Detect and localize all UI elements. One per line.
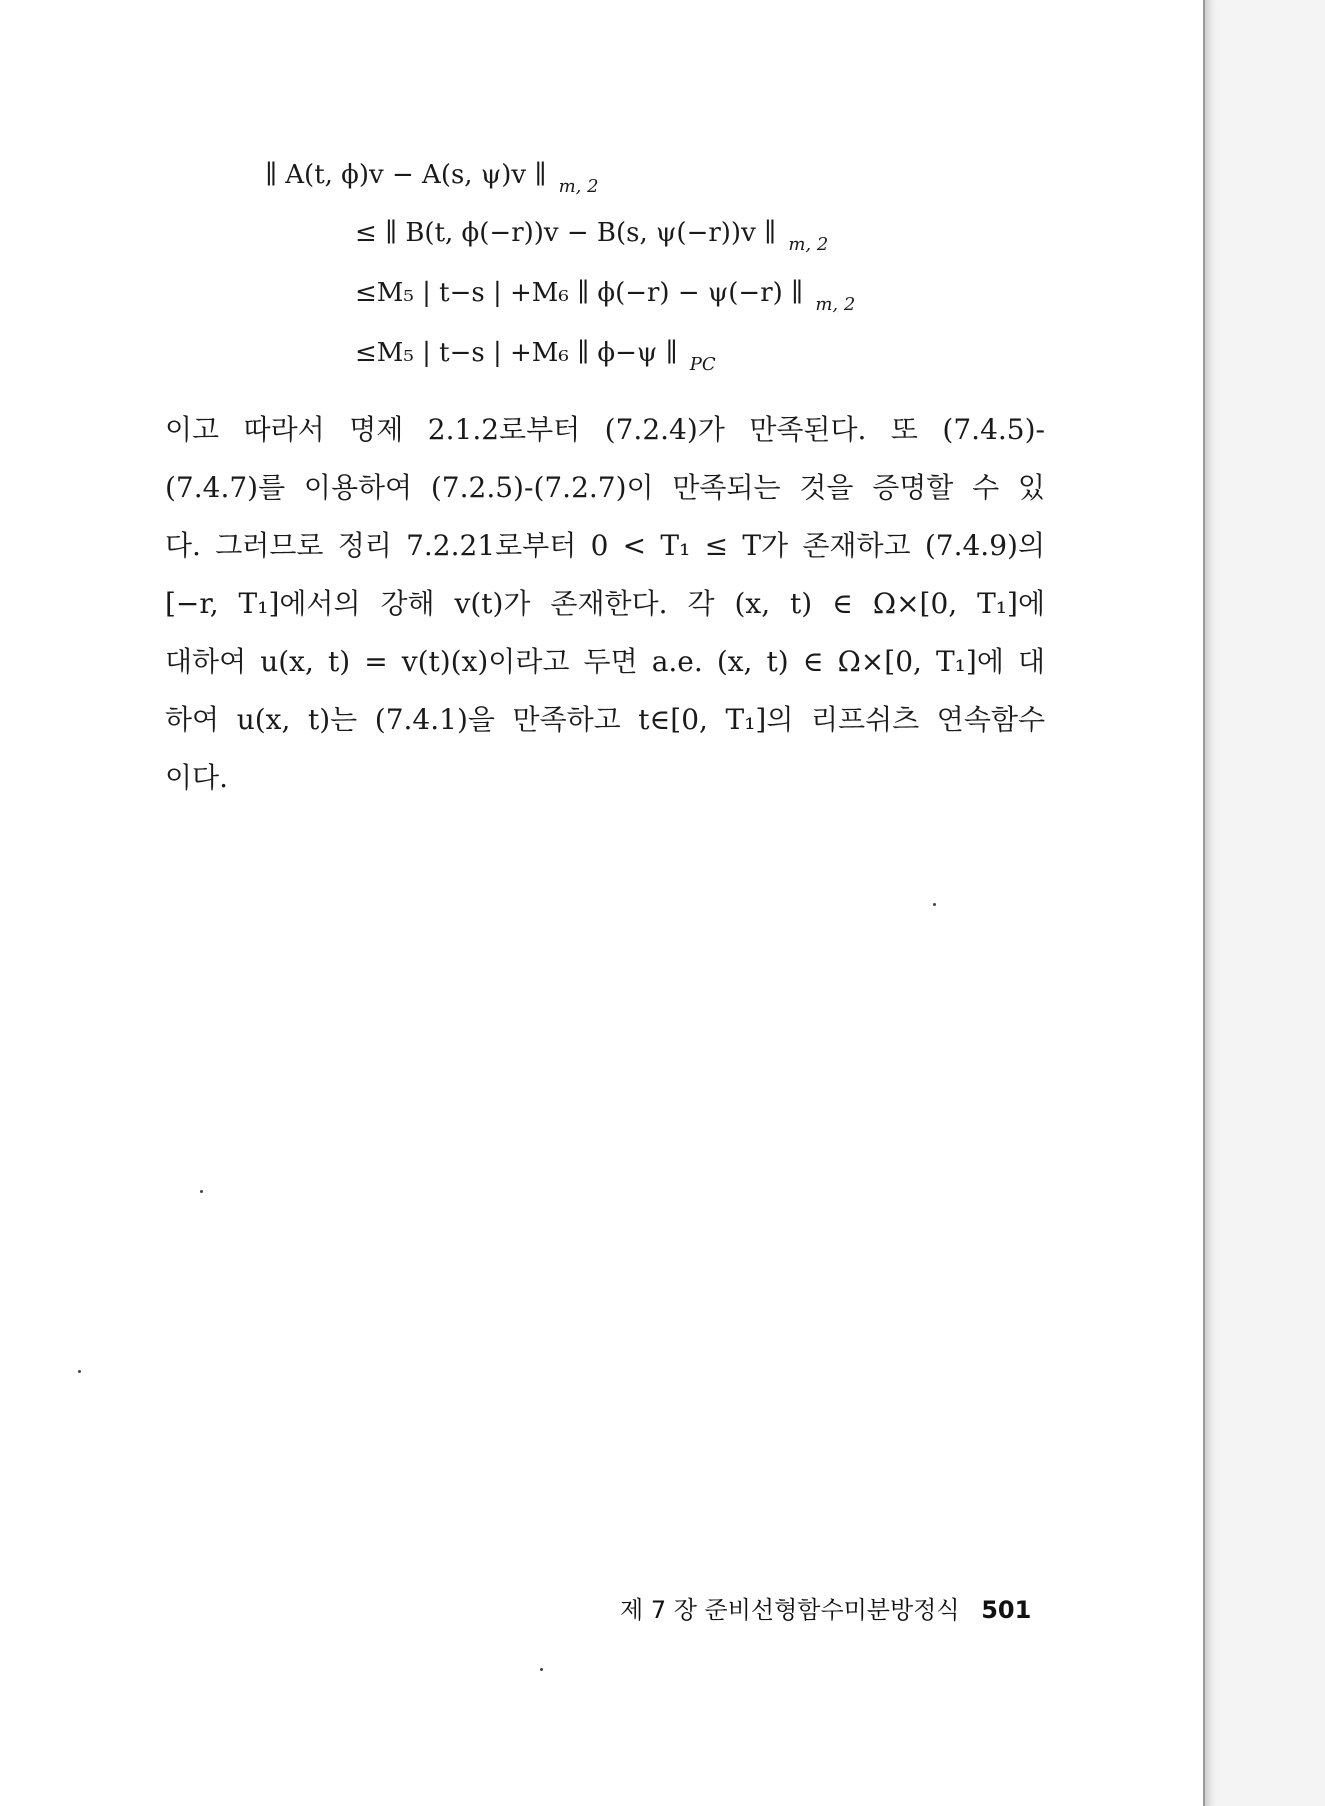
- page-number: 501: [981, 1596, 1032, 1624]
- paragraph-line: 다. 그러므로 정리 7.2.21로부터 0 < T₁ ≤ T가 존재하고 (7.4.9)의: [165, 529, 1045, 562]
- paragraph-line: 하여 u(x, t)는 (7.4.1)을 만족하고 t∈[0, T₁]의 리프쉬츠 연속함수: [165, 703, 1045, 736]
- paragraph-line: 이고 따라서 명제 2.1.2로부터 (7.2.4)가 만족된다. 또 (7.4.5)-: [165, 413, 1045, 446]
- paragraph-line: [−r, T₁]에서의 강해 v(t)가 존재한다. 각 (x, t) ∈ Ω×[0, T₁]에: [165, 587, 1045, 620]
- equation-subscript: m, 2: [558, 176, 599, 197]
- equation-line-2: [355, 218, 828, 255]
- scan-speck: [78, 1370, 81, 1373]
- chapter-title: 제 7 장 준비선형함수미분방정식: [620, 1596, 960, 1624]
- equation-text: ∥ A(t, ϕ)v − A(s, ψ)v ∥: [265, 160, 547, 190]
- paragraph-line: 대하여 u(x, t) = v(t)(x)이라고 두면 a.e. (x, t) ∈ Ω×[0, T₁]에 대: [165, 645, 1045, 678]
- scan-speck: [540, 1668, 543, 1671]
- equation-line-4: [355, 338, 716, 375]
- paragraph-line: 이다.: [165, 761, 228, 794]
- equation-line-3: [355, 278, 855, 315]
- equation-line-1: [265, 160, 599, 197]
- equation-text: ≤M₅ | t−s | +M₆ ∥ ϕ−ψ ∥: [355, 338, 678, 368]
- equation-subscript: m, 2: [815, 294, 856, 315]
- page-edge: [1205, 0, 1213, 1806]
- equation-subscript: m, 2: [788, 234, 829, 255]
- paragraph-line: (7.4.7)를 이용하여 (7.2.5)-(7.2.7)이 만족되는 것을 증명할 수 있: [165, 471, 1045, 504]
- equation-subscript: PC: [689, 354, 716, 375]
- scan-speck: [933, 903, 936, 906]
- equation-text: ≤M₅ | t−s | +M₆ ∥ ϕ(−r) − ψ(−r) ∥: [355, 278, 804, 308]
- scan-speck: [200, 1190, 203, 1193]
- running-footer: [620, 1590, 1031, 1625]
- equation-text: ≤ ∥ B(t, ϕ(−r))v − B(s, ψ(−r))v ∥: [355, 218, 777, 248]
